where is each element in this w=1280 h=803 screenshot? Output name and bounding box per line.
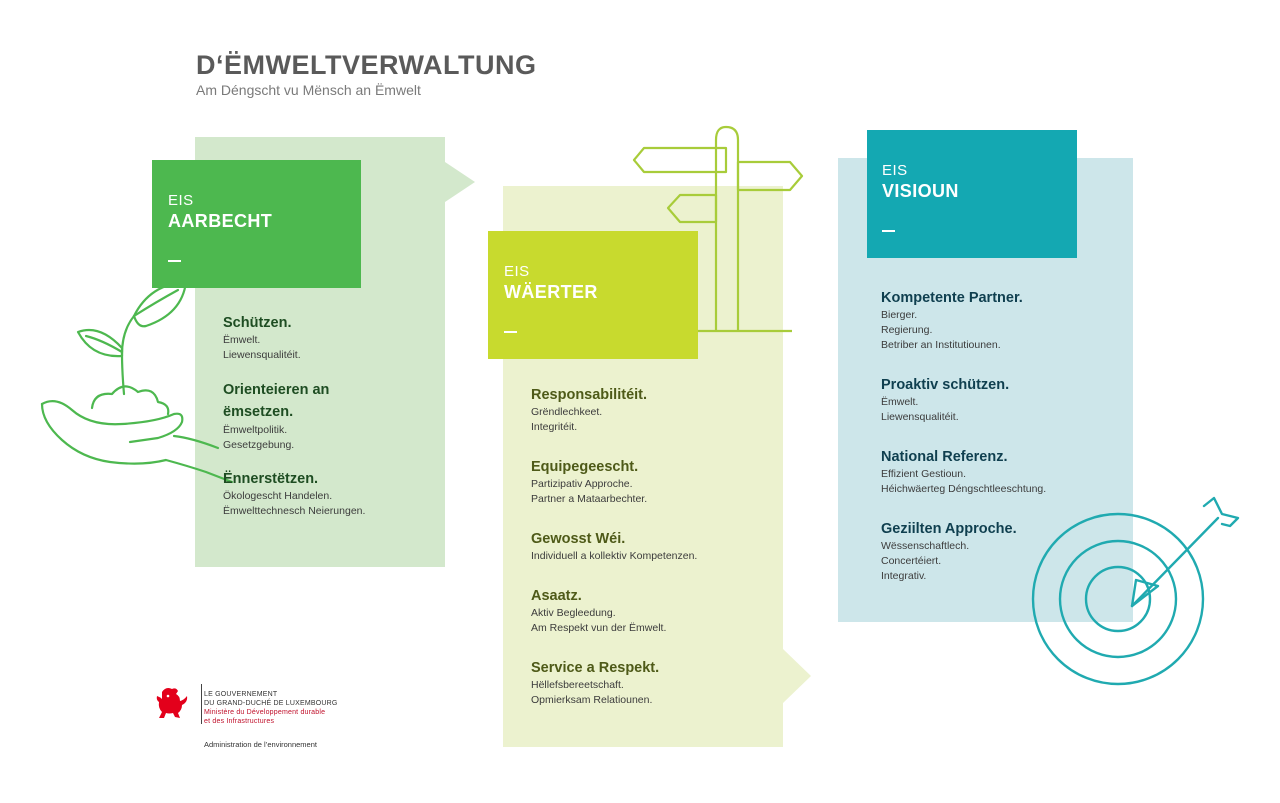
item-title: Service a Respekt.: [531, 660, 660, 676]
waerter-items: [531, 386, 771, 725]
list-item: [531, 587, 771, 636]
waerter-header: [488, 231, 698, 359]
item-title: Responsabilitéit.: [531, 387, 648, 403]
aarbecht-items: [223, 314, 423, 536]
list-item: [881, 289, 1121, 353]
red-lion-icon: [154, 686, 190, 720]
list-item: [223, 470, 423, 519]
list-item: [881, 520, 1121, 584]
item-title: Ënnerstëtzen.: [223, 471, 319, 487]
gov-line-1: LE GOUVERNEMENT: [204, 691, 278, 698]
item-line: Aktiv Begleedung.: [531, 607, 616, 619]
visioun-eis-label: EIS: [882, 162, 908, 179]
aarbecht-header: [152, 160, 361, 288]
list-item: [531, 458, 771, 507]
item-title: Kompetente Partner.: [881, 290, 1023, 306]
waerter-title: WÄERTER: [504, 282, 598, 302]
item-line: Integritéit.: [531, 421, 578, 433]
item-title: National Referenz.: [881, 449, 1008, 465]
item-line: Bierger.: [881, 309, 918, 321]
item-title: Geziilten Approche.: [881, 521, 1017, 537]
list-item: [531, 386, 771, 435]
item-title: Schützen.: [223, 315, 292, 331]
list-item: [531, 659, 771, 708]
item-line: Gesetzgebung.: [223, 439, 295, 451]
ministry-line-1: Ministère du Développement durable: [204, 709, 326, 716]
item-line: Hëllefsbereetschaft.: [531, 679, 624, 691]
administration-name: Administration de l’environnement: [204, 740, 317, 749]
item-line: Concertéiert.: [881, 555, 942, 567]
plant-in-hand-icon: [38, 276, 244, 496]
item-line: Liewensqualitéit.: [223, 349, 301, 361]
waerter-dash: [504, 331, 517, 333]
list-item: [881, 448, 1121, 497]
item-line: Grëndlechkeet.: [531, 406, 603, 418]
item-title: Orienteieren an ëmsetzen.: [223, 382, 330, 420]
item-line: Héichwäerteg Déngschtleeschtung.: [881, 483, 1047, 495]
waerter-eis-label: EIS: [504, 263, 530, 280]
aarbecht-title: AARBECHT: [168, 211, 273, 231]
page-title: D‘ËMWELTVERWALTUNG: [196, 50, 537, 80]
item-line: Effizient Gestioun.: [881, 468, 967, 480]
list-item: [223, 379, 423, 453]
aarbecht-dash: [168, 260, 181, 262]
page-subtitle: Am Déngscht vu Mënsch an Ëmwelt: [196, 82, 421, 98]
item-line: Individuell a kollektiv Kompetenzen.: [531, 550, 698, 562]
list-item: [223, 314, 423, 363]
list-item: [881, 376, 1121, 425]
item-line: Betriber an Institutiounen.: [881, 339, 1001, 351]
item-line: Ëmwelt.: [223, 334, 261, 346]
item-title: Equipegeescht.: [531, 459, 639, 475]
item-line: Integrativ.: [881, 570, 927, 582]
visioun-title: VISIOUN: [882, 181, 959, 201]
logo-divider: [201, 684, 202, 724]
list-item: [531, 530, 771, 564]
item-line: Regierung.: [881, 324, 933, 336]
item-line: Partizipativ Approche.: [531, 478, 633, 490]
item-line: Liewensqualitéit.: [881, 411, 959, 423]
item-line: Ëmwelttechnesch Neierungen.: [223, 505, 366, 517]
government-name: [204, 690, 338, 726]
visioun-items: [881, 289, 1121, 601]
item-title: Gewosst Wéi.: [531, 531, 626, 547]
item-line: Opmierksam Relatiounen.: [531, 694, 653, 706]
item-title: Proaktiv schützen.: [881, 377, 1010, 393]
item-line: Ökologescht Handelen.: [223, 490, 333, 502]
item-line: Ëmwelt.: [881, 396, 919, 408]
aarbecht-eis-label: EIS: [168, 192, 194, 209]
item-line: Partner a Mataarbechter.: [531, 493, 648, 505]
item-line: Am Respekt vun der Ëmwelt.: [531, 622, 667, 634]
item-line: Wëssenschaftlech.: [881, 540, 970, 552]
item-line: Ëmweltpolitik.: [223, 424, 288, 436]
ministry-line-2: et des Infrastructures: [204, 718, 275, 725]
item-title: Asaatz.: [531, 588, 582, 604]
visioun-dash: [882, 230, 895, 232]
gov-line-2: DU GRAND-DUCHÉ DE LUXEMBOURG: [204, 700, 338, 707]
visioun-header: [867, 130, 1077, 258]
